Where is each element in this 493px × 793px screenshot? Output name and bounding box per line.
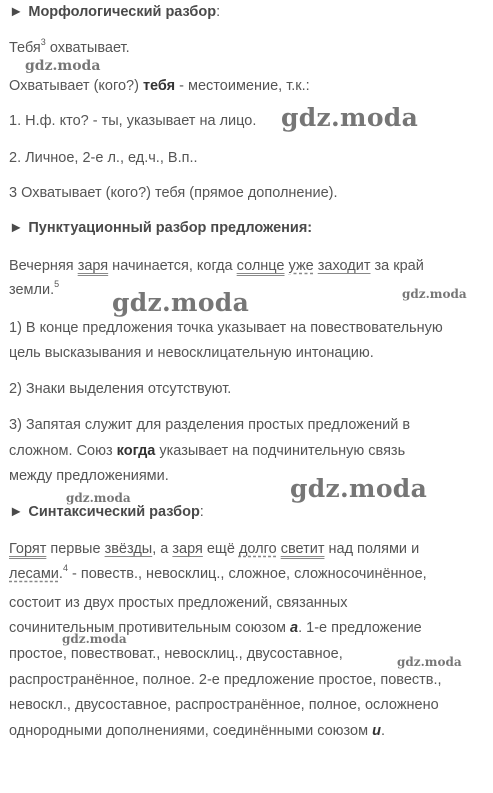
synt-line8: однородными дополнениями, соединёнными союзом и. (9, 723, 385, 739)
synt-line4: сочинительным противительным союзом а. 1-е предложение (9, 620, 422, 636)
watermark: gdz.moda (290, 474, 428, 503)
morph-item2: 2. Личное, 2-е л., ед.ч., В.п.. (9, 150, 198, 166)
punct-sentence-line2: земли.$^5$ (9, 279, 60, 298)
synt-line1: Горят первые звёзды, а заря ещё долго светит над полями и (9, 541, 420, 557)
morph-line2: Охватывает (кого?) тебя - местоимение, т.к.: (9, 78, 310, 94)
watermark: gdz.moda (397, 655, 462, 669)
punct-p1-line2: цель высказывания и невосклицательную интонацию. (9, 345, 374, 361)
punct-p2: 2) Знаки выделения отсутствуют. (9, 381, 232, 397)
synt-line3: состоит из двух простых предложений, связанных (9, 595, 348, 611)
arrow-icon: ► (9, 504, 24, 520)
synt-line6: распространённое, полное. 2-е предложение простое, повеств., (9, 672, 442, 688)
synt-line5: простое, повествоват., невосклиц., двусоставное, (9, 646, 343, 662)
watermark: gdz.moda (112, 288, 250, 317)
watermark: gdz.moda (62, 632, 127, 646)
watermark: gdz.moda (66, 491, 131, 505)
punct-heading: ► Пунктуационный разбор предложения: (9, 220, 313, 236)
punct-p3-line2: сложном. Союз когда указывает на подчинительную связь (9, 443, 406, 459)
watermark: gdz.moda (402, 287, 467, 301)
morph-item1: 1. Н.ф. кто? - ты, указывает на лицо. (9, 113, 257, 129)
morph-item3: 3 Охватывает (кого?) тебя (прямое дополнение). (9, 185, 338, 201)
arrow-icon: ► (9, 220, 24, 236)
punct-p1-line1: 1) В конце предложения точка указывает на повествовательную (9, 320, 443, 336)
synt-line2: лесами.$^4$ - повеств., невосклиц., сложное, сложносочинённое, (9, 563, 427, 582)
watermark: gdz.moda (25, 58, 101, 74)
morph-heading: ► Морфологический разбор: (9, 4, 221, 20)
punct-p3-line1: 3) Запятая служит для разделения простых предложений в (9, 417, 411, 433)
punct-p3-line3: между предложениями. (9, 468, 169, 484)
morph-sentence: Тебя$^3$ охватывает. (9, 37, 130, 56)
watermark: gdz.moda (281, 103, 419, 132)
punct-sentence-line1: Вечерняя заря начинается, когда солнце уже заходит за край (9, 258, 424, 274)
arrow-icon: ► (9, 4, 24, 20)
synt-heading: ► Синтаксический разбор: (9, 504, 204, 520)
synt-line7: невоскл., двусоставное, распространённое, полное, осложнено (9, 697, 439, 713)
